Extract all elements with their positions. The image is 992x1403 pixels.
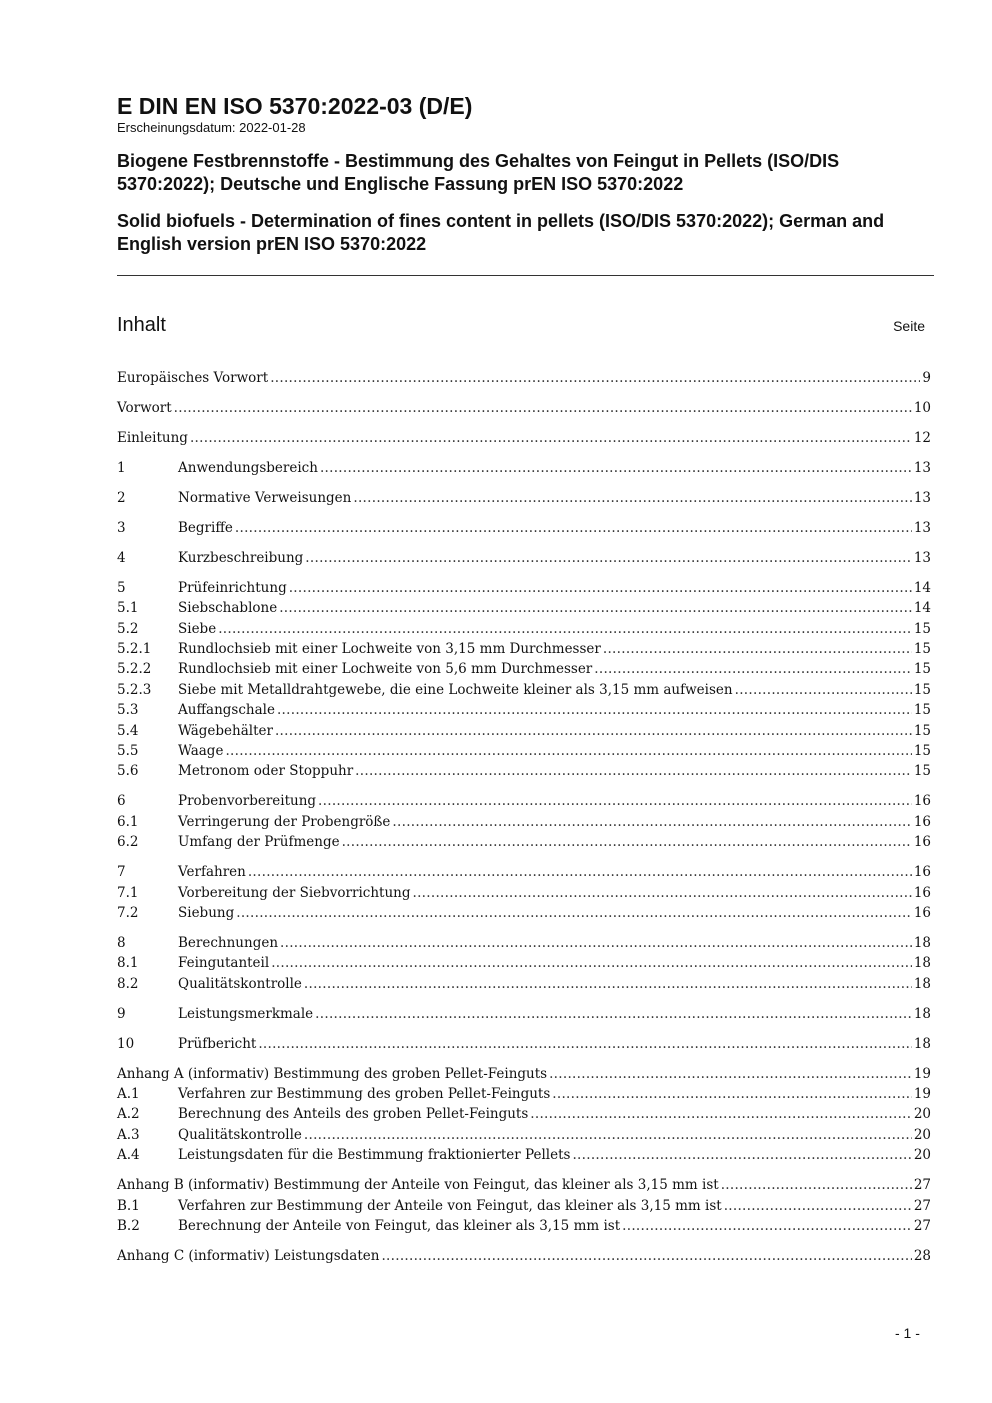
toc-entry-number: 5.4 <box>117 722 139 739</box>
toc-entry-number: 8.2 <box>117 975 139 992</box>
toc-entry[interactable] <box>117 641 931 661</box>
toc-leader-dots <box>271 955 912 971</box>
page-number: - 1 - <box>895 1325 920 1341</box>
toc-entry-page: 28 <box>913 1247 931 1264</box>
toc-entry[interactable] <box>117 621 931 641</box>
toc-entry-page: 14 <box>913 600 931 617</box>
toc-entry-label: Vorwort <box>117 399 172 416</box>
toc-leader-dots <box>381 1248 911 1264</box>
toc-entry[interactable] <box>117 1006 931 1026</box>
toc-entry-page: 15 <box>913 641 931 658</box>
toc-entry[interactable] <box>117 814 931 834</box>
toc-entry[interactable] <box>117 1106 931 1126</box>
toc-entry[interactable] <box>117 1218 931 1238</box>
toc-entry-page: 15 <box>913 702 931 719</box>
toc-entry-page: 18 <box>913 955 931 972</box>
toc-entry[interactable] <box>117 460 931 480</box>
toc-entry-label: Rundlochsieb mit einer Lochweite von 5,6 mm Durchmesser <box>178 661 593 678</box>
toc-entry-number: 5 <box>117 579 126 596</box>
toc-heading-row <box>117 314 925 337</box>
toc-entry[interactable] <box>117 550 931 570</box>
toc-entry-label: Anhang A (informativ) Bestimmung des groben Pellet-Feinguts <box>117 1065 548 1082</box>
toc-leader-dots <box>236 905 912 921</box>
toc-leader-dots <box>721 1177 912 1193</box>
toc-entry-page: 15 <box>913 681 931 698</box>
toc-leader-dots <box>603 641 912 657</box>
toc-entry[interactable] <box>117 580 931 600</box>
toc-entry[interactable] <box>117 520 931 540</box>
toc-entry[interactable] <box>117 1127 931 1147</box>
toc-leader-dots <box>318 793 912 809</box>
toc-entry-label: Umfang der Prüfmenge <box>178 834 340 851</box>
toc-entry-number: 5.1 <box>117 600 139 617</box>
toc-entry-number: 1 <box>117 459 126 476</box>
toc-entry-page: 14 <box>913 579 931 596</box>
toc-leader-dots <box>622 1218 912 1234</box>
toc-leader-dots <box>190 430 912 446</box>
toc-entry-number: A.1 <box>117 1086 140 1103</box>
document-header <box>117 92 934 270</box>
toc-entry-number: 5.2.1 <box>117 641 152 658</box>
toc-entry-label: Vorbereitung der Siebvorrichtung <box>178 884 411 901</box>
toc-entry[interactable] <box>117 600 931 620</box>
toc-leader-dots <box>225 743 911 759</box>
toc-entry-label: Prüfeinrichtung <box>178 579 287 596</box>
toc-entry-page: 13 <box>913 489 931 506</box>
toc-leader-dots <box>355 763 912 779</box>
toc-leader-dots <box>304 976 912 992</box>
toc-entry-page: 16 <box>913 834 931 851</box>
toc-entry-page: 13 <box>913 459 931 476</box>
toc-entry-number: 6 <box>117 793 126 810</box>
toc-entry[interactable] <box>117 935 931 955</box>
publication-date: Erscheinungsdatum: 2022-01-28 <box>117 120 306 135</box>
toc-entry[interactable] <box>117 905 931 925</box>
toc-entry-label: Wägebehälter <box>178 722 273 739</box>
toc-entry-page: 15 <box>913 722 931 739</box>
toc-entry[interactable] <box>117 1066 931 1086</box>
title-german: Biogene Festbrennstoffe - Bestimmung des Gehaltes von Feingut in Pellets (ISO/DIS 5370:2022); Deutsche und Englische Fassung prEN ISO 5370:2022 <box>117 151 840 194</box>
toc-entry-page: 15 <box>913 620 931 637</box>
toc-leader-dots <box>392 814 911 830</box>
toc-entry-label: Verfahren zur Bestimmung der Anteile von Feingut, das kleiner als 3,15 mm ist <box>178 1197 722 1214</box>
toc-entry-label: Metronom oder Stoppuhr <box>178 763 354 780</box>
toc-entry-label: Siebschablone <box>178 600 278 617</box>
toc-entry[interactable] <box>117 885 931 905</box>
toc-entry-page: 15 <box>913 743 931 760</box>
toc-entry[interactable] <box>117 1248 931 1268</box>
toc-entry-label: Qualitätskontrolle <box>178 975 302 992</box>
toc-entry[interactable] <box>117 1198 931 1218</box>
toc-entry-label: Feingutanteil <box>178 955 270 972</box>
toc-entry[interactable] <box>117 723 931 743</box>
toc-entry-number: 5.2 <box>117 620 139 637</box>
toc-entry-label: Begriffe <box>178 519 233 536</box>
toc-entry-number: 7.1 <box>117 884 139 901</box>
toc-entry[interactable] <box>117 661 931 681</box>
toc-title: Inhalt <box>117 314 166 336</box>
toc-entry[interactable] <box>117 976 931 996</box>
toc-entry[interactable] <box>117 682 931 702</box>
toc-leader-dots <box>218 621 912 637</box>
toc-entry-number: 5.2.3 <box>117 681 152 698</box>
toc-leader-dots <box>280 935 912 951</box>
toc-entry-label: Kurzbeschreibung <box>178 549 304 566</box>
toc-entry-label: Anwendungsbereich <box>178 459 318 476</box>
toc-entry-page: 27 <box>913 1197 931 1214</box>
toc-entry-number: 7.2 <box>117 904 139 921</box>
toc-entry-label: Berechnung des Anteils des groben Pellet-Feinguts <box>178 1106 529 1123</box>
toc-entry-label: Verfahren zur Bestimmung des groben Pellet-Feinguts <box>178 1086 551 1103</box>
toc-leader-dots <box>275 723 912 739</box>
toc-entry-page: 16 <box>913 793 931 810</box>
toc-leader-dots <box>305 550 912 566</box>
toc-entry-number: 9 <box>117 1005 126 1022</box>
toc-entry-label: Siebe <box>178 620 217 637</box>
toc-entry-page: 16 <box>913 864 931 881</box>
title-english: Solid biofuels - Determination of fines content in pellets (ISO/DIS 5370:2022); German and English version prEN ISO 5370:2022 <box>117 211 885 254</box>
toc-leader-dots <box>549 1066 912 1082</box>
toc-entry-label: Rundlochsieb mit einer Lochweite von 3,15 mm Durchmesser <box>178 641 601 658</box>
toc-entry-label: Berechnung der Anteile von Feingut, das kleiner als 3,15 mm ist <box>178 1217 621 1234</box>
toc-entry-number: 2 <box>117 489 126 506</box>
toc-entry-page: 15 <box>913 661 931 678</box>
header-divider <box>117 275 934 276</box>
toc-leader-dots <box>320 460 912 476</box>
toc-entry[interactable] <box>117 1147 931 1167</box>
toc-entry-number: A.4 <box>117 1147 140 1164</box>
toc-entry-number: A.3 <box>117 1126 140 1143</box>
toc-leader-dots <box>724 1198 912 1214</box>
toc-leader-dots <box>315 1006 912 1022</box>
toc-leader-dots <box>174 400 912 416</box>
toc-entry-page: 16 <box>913 904 931 921</box>
toc-entry-number: 4 <box>117 549 126 566</box>
document-id: E DIN EN ISO 5370:2022-03 (D/E) <box>117 93 473 119</box>
toc-entry-label: Qualitätskontrolle <box>178 1126 302 1143</box>
toc-leader-dots <box>270 370 920 386</box>
toc-entry-number: 10 <box>117 1035 135 1052</box>
toc-entry-page: 16 <box>913 884 931 901</box>
toc-leader-dots <box>530 1106 912 1122</box>
toc-entry-page: 10 <box>913 399 931 416</box>
toc-entry-label: Verfahren <box>178 864 246 881</box>
toc-entry-label: Waage <box>178 743 224 760</box>
toc-entry-number: 6.1 <box>117 813 139 830</box>
toc-entry-label: Anhang B (informativ) Bestimmung der Anteile von Feingut, das kleiner als 3,15 mm ist <box>117 1177 719 1194</box>
toc-leader-dots <box>235 520 912 536</box>
toc-entry-label: Einleitung <box>117 429 188 446</box>
toc-leader-dots <box>289 580 912 596</box>
toc-entry[interactable] <box>117 793 931 813</box>
toc-entry[interactable] <box>117 743 931 763</box>
toc-entry-number: A.2 <box>117 1106 140 1123</box>
toc-entry[interactable] <box>117 490 931 510</box>
toc-entry-number: 8.1 <box>117 955 139 972</box>
toc-entry-page: 27 <box>913 1177 931 1194</box>
toc-entry-label: Prüfbericht <box>178 1035 257 1052</box>
toc-entry[interactable] <box>117 864 931 884</box>
toc-entry-number: 5.3 <box>117 702 139 719</box>
toc-entry-label: Leistungsmerkmale <box>178 1005 314 1022</box>
toc-entry[interactable] <box>117 763 931 783</box>
toc-entry[interactable] <box>117 430 931 450</box>
toc-entry-page: 18 <box>913 1035 931 1052</box>
toc-entry-page: 9 <box>922 370 931 386</box>
toc-entry[interactable] <box>117 834 931 854</box>
toc-leader-dots <box>413 885 912 901</box>
toc-entry[interactable] <box>117 1036 931 1056</box>
toc-page-label: Seite <box>893 318 925 334</box>
toc-entry-number: 5.2.2 <box>117 661 152 678</box>
toc-entry-page: 20 <box>913 1147 931 1164</box>
toc-entry[interactable] <box>117 1177 931 1197</box>
toc-leader-dots <box>277 702 912 718</box>
toc-entry-page: 19 <box>913 1065 931 1082</box>
toc-entry-number: B.2 <box>117 1217 140 1234</box>
toc-entry-page: 18 <box>913 1005 931 1022</box>
toc-entry-page: 18 <box>913 934 931 951</box>
toc-entry-page: 13 <box>913 519 931 536</box>
toc-entry-page: 12 <box>913 429 931 446</box>
toc-entry-label: Berechnungen <box>178 934 279 951</box>
toc-entry-page: 20 <box>913 1126 931 1143</box>
toc-leader-dots <box>594 661 912 677</box>
toc-entry-label: Auffangschale <box>178 702 275 719</box>
toc-entry-page: 27 <box>913 1217 931 1234</box>
toc-entry-page: 20 <box>913 1106 931 1123</box>
toc-leader-dots <box>552 1086 912 1102</box>
table-of-contents <box>117 370 931 1268</box>
toc-entry-page: 19 <box>913 1086 931 1103</box>
toc-entry[interactable] <box>117 955 931 975</box>
toc-leader-dots <box>342 834 912 850</box>
toc-entry-number: 6.2 <box>117 834 139 851</box>
toc-entry[interactable] <box>117 370 931 390</box>
toc-leader-dots <box>258 1036 912 1052</box>
toc-entry-label: Leistungsdaten für die Bestimmung fraktionierter Pellets <box>178 1147 571 1164</box>
toc-entry-page: 15 <box>913 763 931 780</box>
toc-entry-label: Siebung <box>178 904 235 921</box>
toc-entry-number: 8 <box>117 934 126 951</box>
toc-leader-dots <box>304 1127 912 1143</box>
toc-entry-number: 5.6 <box>117 763 139 780</box>
toc-entry-label: Verringerung der Probengröße <box>178 813 391 830</box>
toc-entry-number: 5.5 <box>117 743 139 760</box>
toc-entry-number: 7 <box>117 864 126 881</box>
toc-entry-page: 13 <box>913 549 931 566</box>
toc-entry-label: Europäisches Vorwort <box>117 370 269 386</box>
toc-entry-label: Anhang C (informativ) Leistungsdaten <box>117 1247 380 1264</box>
toc-entry-page: 18 <box>913 975 931 992</box>
toc-entry-number: 3 <box>117 519 126 536</box>
toc-entry-label: Siebe mit Metalldrahtgewebe, die eine Lochweite kleiner als 3,15 mm aufweisen <box>178 681 733 698</box>
toc-entry-page: 16 <box>913 813 931 830</box>
toc-leader-dots <box>248 864 912 880</box>
toc-leader-dots <box>353 490 911 506</box>
toc-leader-dots <box>735 682 912 698</box>
toc-leader-dots <box>572 1147 911 1163</box>
toc-entry[interactable] <box>117 1086 931 1106</box>
toc-entry-label: Probenvorbereitung <box>178 793 317 810</box>
toc-entry[interactable] <box>117 702 931 722</box>
toc-entry[interactable] <box>117 400 931 420</box>
toc-entry-label: Normative Verweisungen <box>178 489 352 506</box>
toc-leader-dots <box>279 600 912 616</box>
toc-entry-number: B.1 <box>117 1197 140 1214</box>
